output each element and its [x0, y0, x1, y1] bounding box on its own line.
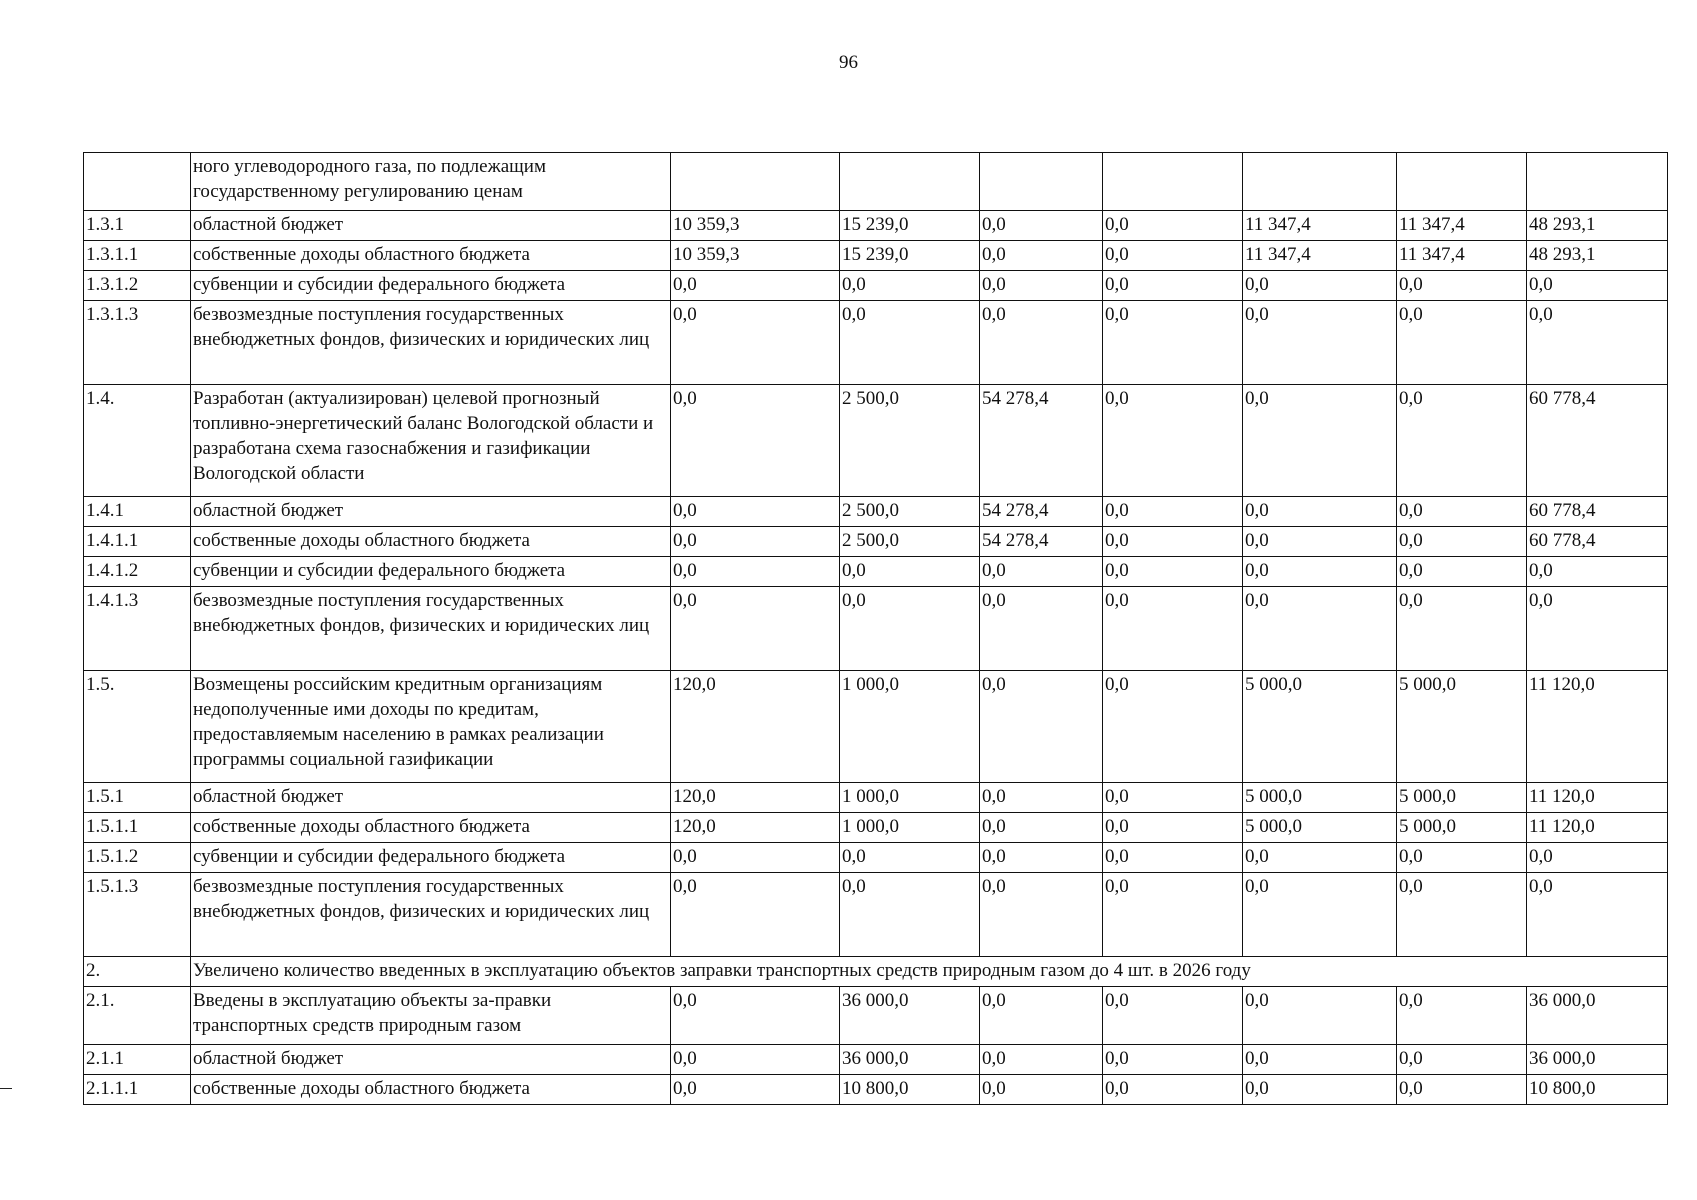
- value-cell: 0,0: [671, 587, 840, 671]
- value-cell: 0,0: [980, 813, 1103, 843]
- row-description: собственные доходы областного бюджета: [191, 1075, 671, 1105]
- table-row: [84, 385, 1668, 497]
- row-description: субвенции и субсидии федерального бюджета: [191, 557, 671, 587]
- row-code: 1.5.1: [84, 783, 191, 813]
- table-row: [84, 211, 1668, 241]
- value-cell: 60 778,4: [1527, 497, 1668, 527]
- row-code: 1.5.1.3: [84, 873, 191, 957]
- value-cell: 0,0: [1103, 813, 1243, 843]
- value-cell: 10 800,0: [840, 1075, 980, 1105]
- value-cell: 0,0: [1397, 987, 1527, 1045]
- value-cell: 0,0: [980, 783, 1103, 813]
- row-code: 1.3.1.3: [84, 301, 191, 385]
- value-cell: 0,0: [840, 843, 980, 873]
- value-cell: 0,0: [1103, 987, 1243, 1045]
- value-cell: 48 293,1: [1527, 241, 1668, 271]
- value-cell: 0,0: [671, 873, 840, 957]
- value-cell: 0,0: [840, 587, 980, 671]
- value-cell: 0,0: [1243, 497, 1397, 527]
- value-cell: 0,0: [980, 1045, 1103, 1075]
- budget-table: [83, 152, 1668, 1105]
- value-cell: 0,0: [1397, 301, 1527, 385]
- value-cell: 0,0: [671, 987, 840, 1045]
- value-cell: 0,0: [1397, 527, 1527, 557]
- table-row: [84, 783, 1668, 813]
- row-description: областной бюджет: [191, 783, 671, 813]
- value-cell: 0,0: [1103, 301, 1243, 385]
- value-cell: 60 778,4: [1527, 385, 1668, 497]
- value-cell: 0,0: [1243, 1075, 1397, 1105]
- value-cell: 0,0: [1103, 527, 1243, 557]
- value-cell: 0,0: [1103, 211, 1243, 241]
- value-cell: 11 347,4: [1243, 211, 1397, 241]
- row-description: субвенции и субсидии федерального бюджета: [191, 843, 671, 873]
- value-cell: 0,0: [1527, 843, 1668, 873]
- row-description: безвозмездные поступления государственных внебюджетных фондов, физических и юридических лиц: [191, 301, 671, 385]
- value-cell: 0,0: [1103, 783, 1243, 813]
- value-cell: 0,0: [1397, 873, 1527, 957]
- value-cell: 36 000,0: [840, 1045, 980, 1075]
- value-cell: 0,0: [1243, 557, 1397, 587]
- value-cell: 0,0: [1243, 873, 1397, 957]
- table-row: [84, 527, 1668, 557]
- value-cell: 0,0: [1243, 527, 1397, 557]
- row-code: 2.1.1: [84, 1045, 191, 1075]
- row-description: областной бюджет: [191, 497, 671, 527]
- value-cell: 10 359,3: [671, 211, 840, 241]
- table-row: [84, 153, 1668, 211]
- value-cell: 0,0: [1397, 497, 1527, 527]
- value-cell: 54 278,4: [980, 527, 1103, 557]
- value-cell: 1 000,0: [840, 671, 980, 783]
- value-cell: 0,0: [1527, 301, 1668, 385]
- value-cell: 0,0: [1397, 1045, 1527, 1075]
- table-row: [84, 271, 1668, 301]
- value-cell: 0,0: [980, 1075, 1103, 1105]
- value-cell: 0,0: [980, 271, 1103, 301]
- value-cell: 10 359,3: [671, 241, 840, 271]
- value-cell: [671, 153, 840, 211]
- value-cell: 0,0: [1397, 385, 1527, 497]
- row-code: 1.5.1.2: [84, 843, 191, 873]
- row-code: 2.1.: [84, 987, 191, 1045]
- row-code: 1.5.: [84, 671, 191, 783]
- value-cell: 36 000,0: [1527, 1045, 1668, 1075]
- row-description: безвозмездные поступления государственных внебюджетных фондов, физических и юридических лиц: [191, 587, 671, 671]
- value-cell: 0,0: [1103, 497, 1243, 527]
- row-description: собственные доходы областного бюджета: [191, 241, 671, 271]
- value-cell: 0,0: [671, 497, 840, 527]
- value-cell: 0,0: [980, 873, 1103, 957]
- value-cell: 0,0: [980, 671, 1103, 783]
- value-cell: 0,0: [1243, 843, 1397, 873]
- page-number: 96: [839, 52, 858, 73]
- row-code: 1.3.1: [84, 211, 191, 241]
- value-cell: 2 500,0: [840, 527, 980, 557]
- value-cell: [840, 153, 980, 211]
- value-cell: 0,0: [1243, 301, 1397, 385]
- row-description: субвенции и субсидии федерального бюджета: [191, 271, 671, 301]
- value-cell: 0,0: [1527, 587, 1668, 671]
- value-cell: 0,0: [1103, 557, 1243, 587]
- value-cell: 0,0: [671, 557, 840, 587]
- table-row: [84, 957, 1668, 987]
- value-cell: 5 000,0: [1397, 783, 1527, 813]
- row-code: 2.: [84, 957, 191, 987]
- table-row: [84, 241, 1668, 271]
- value-cell: 5 000,0: [1243, 783, 1397, 813]
- row-code: 2.1.1.1: [84, 1075, 191, 1105]
- table-row: [84, 1045, 1668, 1075]
- value-cell: 0,0: [1103, 671, 1243, 783]
- value-cell: 2 500,0: [840, 497, 980, 527]
- table-row: [84, 843, 1668, 873]
- value-cell: 0,0: [1103, 1045, 1243, 1075]
- value-cell: 0,0: [980, 987, 1103, 1045]
- value-cell: 0,0: [671, 301, 840, 385]
- row-code: 1.4.1.3: [84, 587, 191, 671]
- table-row: [84, 557, 1668, 587]
- table-row: [84, 813, 1668, 843]
- value-cell: 36 000,0: [1527, 987, 1668, 1045]
- value-cell: 0,0: [1243, 1045, 1397, 1075]
- value-cell: 0,0: [1103, 241, 1243, 271]
- table-row: [84, 301, 1668, 385]
- value-cell: 0,0: [1243, 385, 1397, 497]
- value-cell: 0,0: [671, 271, 840, 301]
- table-row: [84, 587, 1668, 671]
- value-cell: 0,0: [1397, 557, 1527, 587]
- value-cell: 1 000,0: [840, 813, 980, 843]
- value-cell: 11 120,0: [1527, 813, 1668, 843]
- row-description: ного углеводородного газа, по подлежащим государственному регулированию ценам: [191, 153, 671, 211]
- row-description: областной бюджет: [191, 211, 671, 241]
- table-row: [84, 497, 1668, 527]
- value-cell: 0,0: [671, 843, 840, 873]
- row-code: 1.4.1: [84, 497, 191, 527]
- value-cell: [1103, 153, 1243, 211]
- value-cell: 0,0: [1527, 271, 1668, 301]
- value-cell: 0,0: [840, 271, 980, 301]
- value-cell: 5 000,0: [1243, 671, 1397, 783]
- row-description: Разработан (актуализирован) целевой прогнозный топливно-энергетический баланс Вологодской области и разработана схема газоснабжения и газификации Вологодской области: [191, 385, 671, 497]
- value-cell: 0,0: [1243, 587, 1397, 671]
- value-cell: 0,0: [1397, 271, 1527, 301]
- value-cell: 0,0: [1103, 873, 1243, 957]
- row-code: 1.3.1.1: [84, 241, 191, 271]
- value-cell: 15 239,0: [840, 241, 980, 271]
- value-cell: 0,0: [671, 1045, 840, 1075]
- row-code: 1.3.1.2: [84, 271, 191, 301]
- value-cell: 11 347,4: [1397, 241, 1527, 271]
- row-code: 1.4.1.1: [84, 527, 191, 557]
- value-cell: 54 278,4: [980, 497, 1103, 527]
- value-cell: 0,0: [1243, 271, 1397, 301]
- value-cell: 1 000,0: [840, 783, 980, 813]
- value-cell: 5 000,0: [1397, 671, 1527, 783]
- value-cell: 0,0: [980, 843, 1103, 873]
- value-cell: 11 120,0: [1527, 671, 1668, 783]
- table-row: [84, 1075, 1668, 1105]
- row-description: областной бюджет: [191, 1045, 671, 1075]
- table-row: [84, 987, 1668, 1045]
- row-code: 1.5.1.1: [84, 813, 191, 843]
- value-cell: [1243, 153, 1397, 211]
- value-cell: 0,0: [980, 211, 1103, 241]
- value-cell: 0,0: [1103, 587, 1243, 671]
- value-cell: 0,0: [980, 557, 1103, 587]
- margin-mark: [0, 1088, 12, 1089]
- value-cell: 15 239,0: [840, 211, 980, 241]
- table-row: [84, 873, 1668, 957]
- row-code: 1.4.: [84, 385, 191, 497]
- row-code: 1.4.1.2: [84, 557, 191, 587]
- value-cell: 11 120,0: [1527, 783, 1668, 813]
- value-cell: [980, 153, 1103, 211]
- table-row: [84, 671, 1668, 783]
- value-cell: 0,0: [1103, 1075, 1243, 1105]
- value-cell: 0,0: [980, 301, 1103, 385]
- value-cell: 5 000,0: [1397, 813, 1527, 843]
- value-cell: 36 000,0: [840, 987, 980, 1045]
- value-cell: 0,0: [1397, 587, 1527, 671]
- row-code: [84, 153, 191, 211]
- value-cell: 0,0: [671, 1075, 840, 1105]
- row-description: Возмещены российским кредитным организациям недополученные ими доходы по кредитам, предоставляемым населению в рамках реализации программы социальной газификации: [191, 671, 671, 783]
- value-cell: 10 800,0: [1527, 1075, 1668, 1105]
- row-description: собственные доходы областного бюджета: [191, 813, 671, 843]
- row-description: безвозмездные поступления государственных внебюджетных фондов, физических и юридических лиц: [191, 873, 671, 957]
- value-cell: 11 347,4: [1397, 211, 1527, 241]
- value-cell: 0,0: [1527, 873, 1668, 957]
- value-cell: 0,0: [1527, 557, 1668, 587]
- value-cell: 0,0: [1103, 271, 1243, 301]
- value-cell: 0,0: [671, 527, 840, 557]
- value-cell: 120,0: [671, 671, 840, 783]
- value-cell: 0,0: [1103, 843, 1243, 873]
- value-cell: 0,0: [840, 557, 980, 587]
- value-cell: 54 278,4: [980, 385, 1103, 497]
- value-cell: 0,0: [1243, 987, 1397, 1045]
- value-cell: 0,0: [1103, 385, 1243, 497]
- value-cell: 0,0: [840, 301, 980, 385]
- value-cell: 60 778,4: [1527, 527, 1668, 557]
- value-cell: 0,0: [1397, 1075, 1527, 1105]
- value-cell: 120,0: [671, 783, 840, 813]
- row-description: собственные доходы областного бюджета: [191, 527, 671, 557]
- value-cell: 5 000,0: [1243, 813, 1397, 843]
- value-cell: 0,0: [1397, 843, 1527, 873]
- value-cell: 0,0: [980, 241, 1103, 271]
- value-cell: 120,0: [671, 813, 840, 843]
- value-cell: [1397, 153, 1527, 211]
- value-cell: 0,0: [980, 587, 1103, 671]
- value-cell: 0,0: [671, 385, 840, 497]
- value-cell: 48 293,1: [1527, 211, 1668, 241]
- value-cell: 11 347,4: [1243, 241, 1397, 271]
- row-description: Увеличено количество введенных в эксплуатацию объектов заправки транспортных средств природным газом до 4 шт. в 2026 году: [191, 957, 1668, 987]
- value-cell: 0,0: [840, 873, 980, 957]
- value-cell: [1527, 153, 1668, 211]
- value-cell: 2 500,0: [840, 385, 980, 497]
- row-description: Введены в эксплуатацию объекты за-правки транспортных средств природным газом: [191, 987, 671, 1045]
